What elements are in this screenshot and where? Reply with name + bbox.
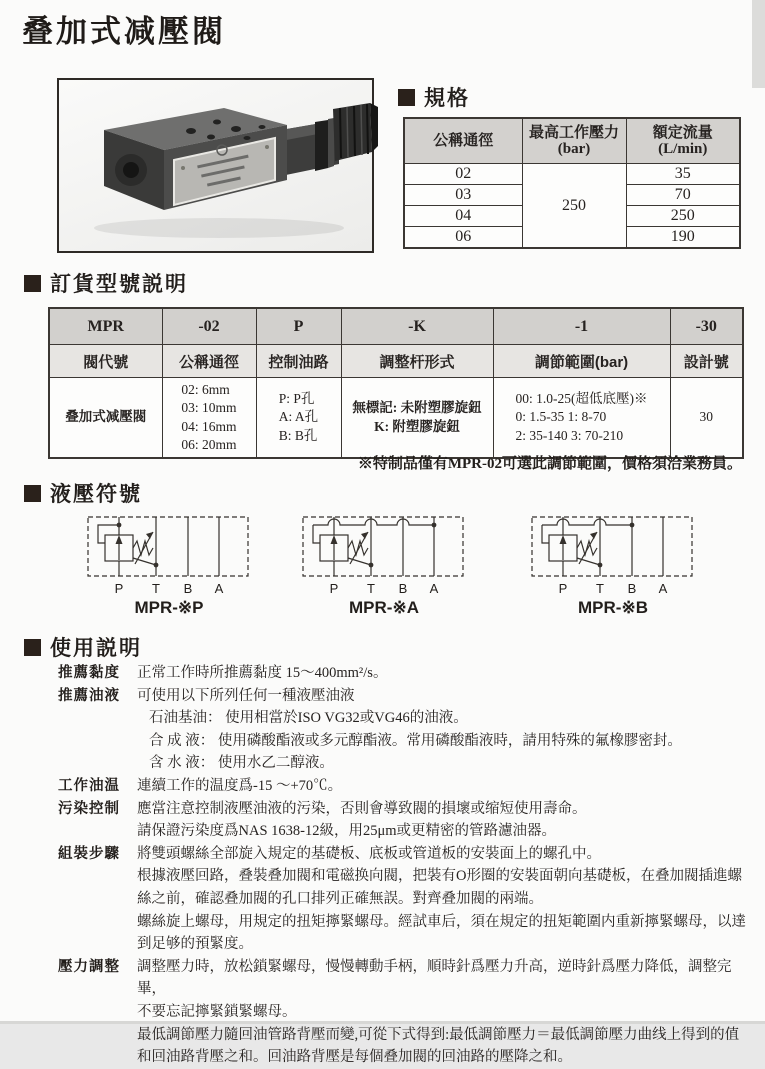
usage-section-heading (24, 632, 142, 662)
symbols-section-heading (24, 478, 142, 508)
junction-dot (154, 563, 159, 568)
spring-symbol (348, 541, 368, 555)
diagram-label: MPR-※B (578, 598, 648, 617)
range-option: 2: 35-140 3: 70-210 (515, 427, 624, 443)
port-b: B (398, 581, 408, 596)
spec-table (403, 117, 741, 249)
port-a: A (658, 581, 668, 596)
spring-symbol (133, 541, 153, 555)
symbol-svg-b (530, 515, 696, 597)
code-cell: -K (341, 308, 493, 345)
junction-dot (432, 523, 437, 528)
symbol-svg-p (86, 515, 252, 597)
valve-shadow (94, 218, 344, 238)
port-t: T (367, 581, 375, 596)
page-title: 叠加式减壓閥 (22, 14, 226, 49)
usage-line: 正常工作時所推薦黏度 15～400mm²/s。 (137, 665, 388, 681)
usage-line: 不要忘記擰緊鎖緊螺母。 (137, 1003, 297, 1020)
code-cell: -1 (493, 308, 670, 345)
adjust-arrowhead (590, 532, 597, 539)
port-a: A (214, 581, 224, 596)
hydraulic-symbol-mpr-a (301, 515, 467, 618)
knob-option: 無標記: 未附塑膠旋鈕 (352, 400, 482, 416)
design-no-cell: 30 (670, 378, 743, 459)
section-bullet-square (24, 275, 41, 292)
spec-col-pressure-unit: (bar) (557, 141, 591, 157)
label-cell: 控制油路 (256, 345, 341, 378)
pilot-line-to-b (542, 519, 632, 525)
code-cell: -30 (670, 308, 743, 345)
label-cell: 公稱通徑 (162, 345, 256, 378)
valve-illustration (59, 80, 372, 251)
spring-symbol (577, 541, 597, 555)
usage-line: 石油基油： 使用相當於ISO VG32或VG46的油液。 (149, 710, 468, 727)
usage-line: 應當注意控制液壓油液的污染，否則會導致閥的損壞或缩短使用壽命。 (137, 800, 587, 817)
label-cell: 閥代號 (49, 345, 162, 378)
hydraulic-symbol-mpr-p (86, 515, 252, 618)
spec-size-cell: 03 (404, 185, 522, 206)
usage-line: 調整壓力時，放松鎖緊螺母，慢慢轉動手柄，順時針爲壓力升高，逆時針爲壓力降低，調整完畢， (137, 958, 732, 998)
usage-line: 可使用以下所列任何一種液壓油液 (137, 687, 355, 704)
spec-col-flow-unit: (L/min) (658, 141, 708, 157)
spec-pressure-cell: 250 (522, 164, 626, 249)
diagram-label: MPR-※A (349, 598, 419, 617)
usage-line: 和回油路背壓之和。回油路背壓是每個叠加閥的回油路的壓降之和。 (137, 1049, 572, 1066)
usage-line: 合 成 液： 使用磷酸酯液或多元醇酯液。常用磷酸酯液時，請用特殊的氟橡膠密封。 (149, 732, 682, 749)
circuit-option: P: P孔 (278, 391, 315, 407)
size-option: 04: 16mm (181, 418, 237, 434)
pilot-line-to-a (313, 519, 434, 525)
section-bullet-square (398, 89, 415, 106)
size-option: 03: 10mm (181, 400, 237, 416)
adjustment-knob (333, 103, 378, 161)
usage-label: 組裝步驟 (58, 845, 120, 862)
port-p: P (329, 581, 339, 596)
spec-size-cell: 04 (404, 206, 522, 227)
range-option: 00: 1.0-25(超低底壓)※ (515, 391, 648, 407)
range-option: 0: 1.5-35 1: 8-70 (515, 409, 607, 425)
order-section-heading (24, 268, 188, 298)
sizes-cell (162, 378, 256, 459)
usage-line: 將雙頭螺絲全部旋入規定的基礎板、底板或管道板的安裝面上的螺孔中。 (137, 845, 601, 862)
product-photo (57, 78, 374, 253)
junction-dot (117, 523, 122, 528)
size-option: 06: 20mm (181, 436, 237, 452)
usage-label: 工作油温 (58, 777, 120, 794)
spec-col-flow (626, 118, 740, 164)
label-cell: 調整杆形式 (341, 345, 493, 378)
usage-line: 最低調節壓力隨回油管路背壓而變,可從下式得到:最低調節壓力＝最低調節壓力曲线上得到的值 (137, 1026, 740, 1043)
pilot-line (313, 525, 320, 543)
port-t: T (596, 581, 604, 596)
order-code-row (49, 308, 743, 345)
section-bullet-square (24, 485, 41, 502)
port-a: A (429, 581, 439, 596)
usage-line: 螺絲旋上螺母，用規定的扭矩擰緊螺母。經試車后，須在規定的扭矩範圍内重新擰緊螺母，以達 (137, 913, 746, 930)
order-label-row (49, 345, 743, 378)
usage-item-viscosity (58, 662, 753, 685)
spec-flow-cell: 190 (626, 227, 740, 249)
spec-flow-cell: 35 (626, 164, 740, 185)
usage-label: 污染控制 (58, 800, 120, 817)
usage-item-contamination (58, 798, 753, 843)
code-cell: P (256, 308, 341, 345)
usage-label: 壓力調整 (58, 958, 120, 975)
port-b: B (627, 581, 637, 596)
section-bullet-square (24, 639, 41, 656)
order-detail-row (49, 378, 743, 459)
spec-col-size: 公稱通徑 (404, 118, 522, 164)
spec-header-row (404, 118, 740, 164)
valve-name-cell: 叠加式减壓閥 (49, 378, 162, 459)
usage-label: 推薦油液 (58, 687, 120, 704)
spec-row (404, 164, 740, 185)
symbol-svg-a (301, 515, 467, 597)
order-footnote: ※特制品僅有MPR-02可選此調節範圍，價格須洽業務員。 (357, 456, 742, 472)
junction-dot (598, 563, 603, 568)
usage-item-temperature (58, 775, 753, 798)
code-cell: MPR (49, 308, 162, 345)
spec-size-cell: 02 (404, 164, 522, 185)
adjust-arrowhead (146, 532, 153, 539)
hydraulic-symbol-mpr-b (530, 515, 696, 618)
spec-col-flow-title: 額定流量 (652, 123, 713, 141)
port-p: P (114, 581, 124, 596)
code-cell: -02 (162, 308, 256, 345)
usage-item-pressure-adjust (58, 956, 753, 1069)
spec-flow-cell: 250 (626, 206, 740, 227)
junction-dot (369, 563, 374, 568)
pilot-line (542, 525, 549, 543)
order-heading-text: 訂貨型號説明 (50, 273, 188, 296)
usage-line: 含 水 液： 使用水乙二醇液。 (149, 755, 334, 772)
usage-line: 絲之前，確認叠加閥的孔口排列正確無誤。對齊叠加閥的兩端。 (137, 890, 543, 907)
symbols-heading-text: 液壓符號 (50, 483, 142, 506)
usage-line: 請保證污染度爲NAS 1638-12級，用25μm或更精密的管路濾油器。 (137, 823, 557, 840)
circuit-option: B: B孔 (278, 427, 318, 443)
usage-instructions (58, 662, 753, 1069)
usage-line: 根據液壓回路，叠裝叠加閥和電磁换向閥，把裝有O形圈的安裝面朝向基礎板，在叠加閥插進螺 (137, 868, 742, 885)
port-t: T (152, 581, 160, 596)
junction-dot (630, 523, 635, 528)
spec-flow-cell: 70 (626, 185, 740, 206)
port-p: P (558, 581, 568, 596)
usage-item-fluid (58, 685, 753, 775)
port-b: B (183, 581, 193, 596)
hex-plug (115, 154, 147, 186)
usage-item-assembly (58, 843, 753, 956)
circuit-cell (256, 378, 341, 459)
adjust-arrowhead (361, 532, 368, 539)
range-cell (493, 378, 670, 459)
circuit-option: A: A孔 (278, 409, 319, 425)
diagram-label: MPR-※P (134, 598, 204, 617)
valve-body (104, 108, 287, 210)
spec-heading-text: 規格 (424, 87, 470, 110)
usage-label: 推薦黏度 (58, 665, 120, 681)
order-code-table (48, 307, 744, 459)
knob-cell (341, 378, 493, 459)
usage-heading-text: 使用説明 (50, 637, 142, 660)
valve-stem (281, 118, 339, 176)
scan-artifact-top (752, 0, 765, 88)
spec-col-pressure-title: 最高工作壓力 (528, 123, 619, 141)
usage-line: 連續工作的温度爲-15 ～+70℃。 (137, 777, 343, 794)
spec-col-pressure (522, 118, 626, 164)
spec-size-cell: 06 (404, 227, 522, 249)
size-option: 02: 6mm (181, 382, 230, 398)
spec-section-heading (398, 82, 470, 112)
label-cell: 設計號 (670, 345, 743, 378)
knob-option: K: 附塑膠旋鈕 (374, 418, 460, 434)
usage-line: 到足够的預緊度。 (137, 936, 253, 953)
label-cell: 調節範圍(bar) (493, 345, 670, 378)
